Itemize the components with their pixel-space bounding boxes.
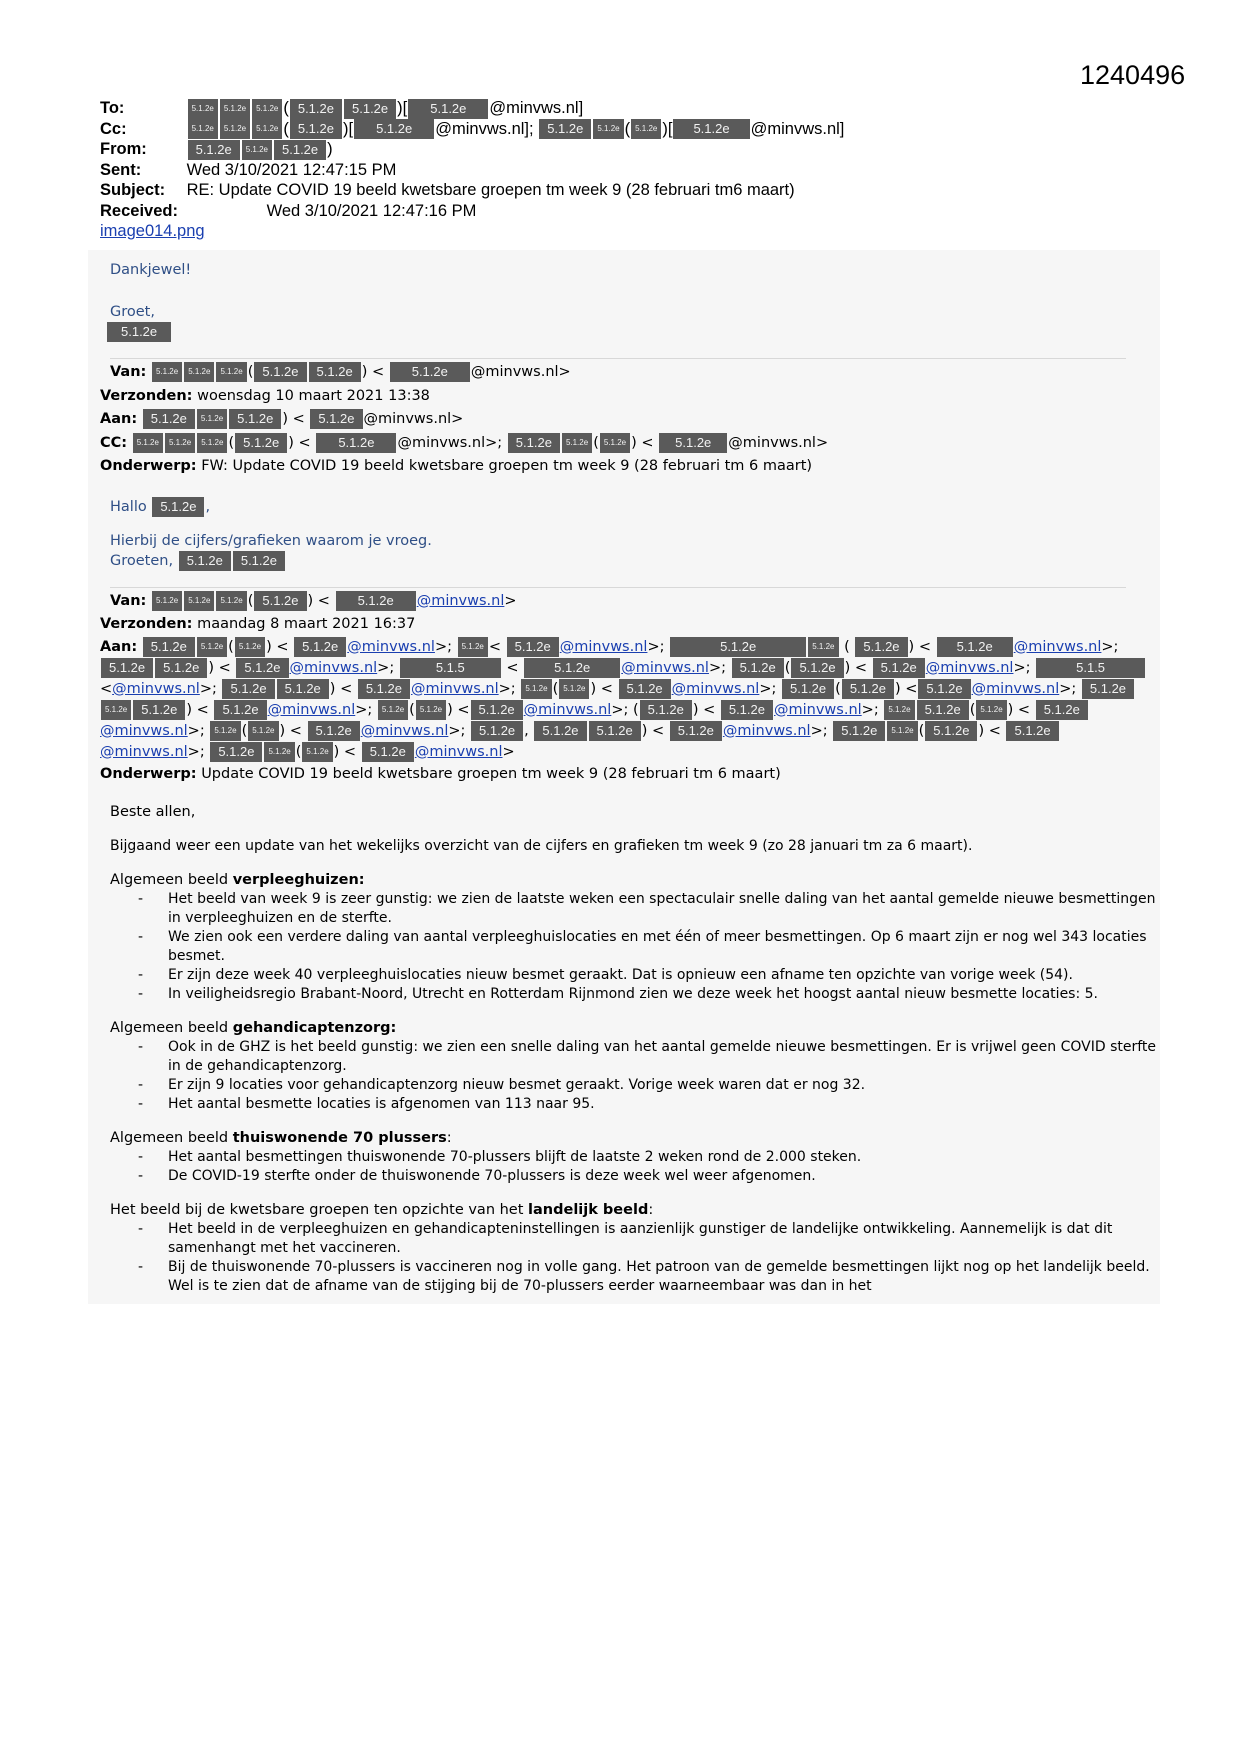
msg1-van-domain: @minvws.nl> (470, 364, 571, 380)
redaction: 5.1.2e (378, 700, 408, 720)
redaction: 5.1.2e (631, 119, 661, 139)
redaction: 5.1.2e (302, 742, 332, 762)
msg1-aan-label: Aan: (100, 411, 138, 427)
redaction: 5.1.2e (917, 700, 969, 720)
email-header (100, 98, 844, 242)
list-item: - De COVID-19 sterfte onder de thuiswonende 70-plussers is deze week wel weer afgenomen. (138, 1167, 1160, 1186)
redaction: 5.1.2e (416, 700, 446, 720)
document-number: 1240496 (1080, 60, 1186, 90)
redaction: 5.1.2e (600, 433, 630, 453)
redaction: 5.1.2e (842, 679, 894, 699)
msg1-cc-domain: @minvws.nl>; (397, 434, 503, 451)
msg1-onderwerp: FW: Update COVID 19 beeld kwetsbare groepen tm week 9 (28 februari tm 6 maart) (201, 458, 813, 474)
redaction: 5.1.2e (214, 700, 266, 720)
from-label: From: (100, 140, 147, 159)
section-title: verpleeghuizen: (232, 872, 365, 888)
section-nursing-homes (88, 870, 1160, 890)
recipient-email[interactable]: @minvws.nl (347, 638, 435, 655)
redaction: 5.1.2e (873, 658, 925, 678)
received-value: Wed 3/10/2021 12:47:16 PM (266, 201, 477, 220)
redaction: 5.1.2e (179, 551, 231, 571)
redaction: 5.1.2e (918, 679, 970, 699)
redaction: 5.1.2e (534, 721, 586, 741)
redaction: 5.1.2e (252, 119, 282, 139)
list-item: - Er zijn deze week 40 verpleeghuislocaties nieuw besmet geraakt. Dat is opnieuw een afname ten opzichte van vorige week (54). (138, 966, 1160, 985)
redaction: 5.1.2e (290, 119, 342, 139)
redaction: 5.1.2e (254, 591, 306, 611)
redaction: 5.1.2e (670, 637, 806, 657)
msg1-line: Hierbij de cijfers/grafieken waarom je vroeg. (110, 532, 432, 549)
redaction: 5.1.2e (133, 433, 163, 453)
section-suffix: : (648, 1202, 654, 1218)
redaction: 5.1.2e (408, 99, 488, 119)
attachment-row (100, 221, 844, 242)
redaction: 5.1.2e (316, 433, 396, 453)
redaction: 5.1.2e (976, 700, 1006, 720)
msg1-header: Van: 5.1.2e 5.1.2e 5.1.2e ( 5.1.2e 5.1.2e ) < 5.1.2e @minvws.nl> Verzonden: woensdag 10 maart 2021 13:38 Aan: 5.1.2e 5.1.2e 5.1.2e ) < 5.1.2e @minvws.nl> CC: 5.1.2e 5.1.2e 5.1.2e ( 5.1.2e ) < 5.1.2e @minvws.nl>; 5.1.2e 5.1.2e ( 5.1.2e ) < 5.1.2e @minvws.nl> Onderwerp: FW: Update COVID 19 beeld kwetsbare groepen tm week 9 (28 februari tm 6 maart) (100, 364, 829, 474)
redaction: 5.1.2e (143, 409, 195, 429)
redaction: 5.1.2e (659, 433, 727, 453)
list-item: - In veiligheidsregio Brabant-Noord, Utrecht en Rotterdam Rijnmond zien we deze week het hoogst aantal nieuw besmette locaties: 5. (138, 985, 1160, 1004)
redaction: 5.1.2e (808, 637, 838, 657)
msg1-aan-domain: @minvws.nl> (363, 411, 464, 427)
subject-label: Subject: (100, 181, 166, 200)
cc-domain: @minvws.nl]; (435, 119, 534, 138)
email-body (88, 250, 1160, 1304)
redaction: 5.1.2e (732, 658, 784, 678)
msg2-aan-label: Aan: (100, 638, 138, 655)
redaction: 5.1.2e (458, 637, 488, 657)
redaction: 5.1.2e (188, 99, 218, 119)
redaction: 5.1.2e (539, 119, 591, 139)
redaction: 5.1.2e (559, 679, 589, 699)
separator (110, 587, 1126, 588)
redaction: 5.1.2e (143, 637, 195, 657)
redaction: 5.1.2e (277, 679, 329, 699)
msg1-van-label: Van: (110, 364, 147, 380)
recipient-email[interactable]: @minvws.nl (523, 701, 612, 718)
section-home-70plus (88, 1128, 1160, 1148)
msg1-verzonden-label: Verzonden: (100, 387, 193, 404)
redaction: 5.1.2e (925, 721, 977, 741)
msg2-header: Van: 5.1.2e 5.1.2e 5.1.2e ( 5.1.2e ) < 5.1.2e @minvws.nl> Verzonden: maandag 8 maart 2021 16:37 Aan: 5.1.2e 5.1.2e ( 5.1.2e ) < 5.1.2e @minvws.nl>; 5.1.2e < 5.1.2e @minvws.nl>; 5.1.2e 5.1.2e ( 5.1.2e ) < 5.1.2e @minvws.nl>; 5.1.2e 5.1.2e ) < 5.1.2e @minvws.nl>; 5.1.5 < 5.1.2e @minvws.nl>; 5.1.2e ( 5.1.2e ) < 5.1.2e @minvws.nl>; 5.1.5 <@minvws.nl>; 5.1.2e 5.1.2e ) < 5.1.2e @minvws.nl>; 5.1.2e ( 5.1.2e ) < 5.1.2e @minvws.nl>; 5.1.2e ( 5.1.2e ) < 5.1.2e @minvws.nl>; 5.1.2e5.1.2e 5.1.2e ) < 5.1.2e @minvws.nl>; 5.1.2e ( 5.1.2e ) < 5.1.2e @minvws.nl>; ( 5.1.2e ) < 5.1.2e @minvws.nl>; 5.1.2e 5.1.2e ( 5.1.2e ) < 5.1.2e@minvws.nl>; 5.1.2e ( 5.1.2e ) < 5.1.2e @minvws.nl>; 5.1.2e , 5.1.2e 5.1.2e ) < 5.1.2e @minvws.nl>; 5.1.2e 5.1.2e ( 5.1.2e ) < 5.1.2e@minvws.nl>; 5.1.2e 5.1.2e ( 5.1.2e ) < 5.1.2e @minvws.nl> Onderwerp: Update COVID 19 beeld kwetsbare groepen tm week 9 (28 februari tm 6 maart) (88, 590, 1160, 787)
signature (88, 322, 1160, 342)
received-row (100, 201, 844, 222)
redaction: 5.1.2e (107, 322, 171, 342)
home-70plus-list (88, 1148, 1160, 1186)
redaction: 5.1.2e (101, 700, 131, 720)
msg1-hello: Hallo 5.1.2e , (110, 498, 211, 515)
sent-row (100, 160, 844, 181)
redaction: 5.1.2e (155, 658, 207, 678)
recipient-email[interactable]: @minvws.nl (100, 722, 188, 739)
redaction: 5.1.2e (184, 591, 214, 611)
redaction: 5.1.2e (884, 700, 914, 720)
list-item: - Er zijn 9 locaties voor gehandicaptenzorg nieuw besmet geraakt. Vorige week waren dat er nog 32. (138, 1076, 1160, 1095)
redaction: 5.1.2e (229, 409, 281, 429)
redaction: 5.1.2e (508, 433, 560, 453)
redaction: 5.1.2e (670, 721, 722, 741)
redaction: 5.1.2e (197, 637, 227, 657)
recipient-email[interactable]: @minvws.nl (100, 743, 188, 760)
list-item: - Bij de thuiswonende 70-plussers is vaccineren nog in volle gang. Het patroon van de gemelde besmettingen lijkt nog op het landelijk beeld. Wel is te zien dat de afname van de stijging bij de 70-plussers eerder waarneembaar was dan in het (138, 1258, 1160, 1296)
recipient-email[interactable]: @minvws.nl (410, 680, 499, 697)
redaction: 5.1.2e (152, 497, 204, 517)
reply-greeting: Groet, (110, 304, 155, 320)
redaction: 5.1.5 (400, 658, 501, 678)
redaction: 5.1.2e (640, 700, 692, 720)
redaction: 5.1.2e (833, 721, 885, 741)
section-prefix: Algemeen beeld (110, 1130, 233, 1146)
redaction: 5.1.2e (152, 591, 182, 611)
redaction: 5.1.2e (308, 721, 360, 741)
redaction: 5.1.2e (358, 679, 410, 699)
redaction: 5.1.2e (210, 742, 262, 762)
redaction: 5.1.2e (521, 679, 551, 699)
list-item: - Ook in de GHZ is het beeld gunstig: we zien een snelle daling van het aantal gemelde nieuwe besmettingen. Er is vrijwel geen COVID sterfte in de gehandicaptenzorg. (138, 1038, 1160, 1076)
recipient-email[interactable]: @minvws.nl (621, 659, 709, 676)
section-prefix: Het beeld bij de kwetsbare groepen ten opzichte van het (110, 1202, 529, 1218)
redaction: 5.1.2e (197, 409, 227, 429)
section-prefix: Algemeen beeld (110, 1020, 233, 1036)
redaction: 5.1.2e (152, 362, 182, 382)
to-label: To: (100, 99, 125, 117)
redaction: 5.1.2e (354, 119, 434, 139)
national-list (88, 1220, 1160, 1304)
recipient-email[interactable]: @minvws.nl (289, 659, 378, 676)
redaction: 5.1.2e (791, 658, 843, 678)
redaction: 5.1.2e (222, 679, 274, 699)
redaction: 5.1.2e (721, 700, 773, 720)
recipient-email[interactable]: @minvws.nl (559, 638, 648, 655)
redaction: 5.1.2e (220, 99, 250, 119)
redaction: 5.1.2e (471, 700, 523, 720)
redaction: 5.1.2e (290, 99, 342, 119)
redaction: 5.1.2e (524, 658, 620, 678)
redaction: 5.1.2e (233, 551, 285, 571)
from-row: From: 5.1.2e 5.1.2e 5.1.2e ) (100, 140, 333, 159)
recipient-email[interactable]: @minvws.nl (267, 701, 356, 718)
sent-value: Wed 3/10/2021 12:47:15 PM (186, 160, 397, 179)
redaction: 5.1.2e (101, 658, 153, 678)
subject-row (100, 180, 844, 201)
redaction: 5.1.2e (235, 433, 287, 453)
list-item: - Het beeld van week 9 is zeer gunstig: we zien de laatste weken een spectaculair snelle daling van het aantal gemelde nieuwe besmettingen in verpleeghuizen en de sterfte. (138, 890, 1160, 928)
msg2-onderwerp-label: Onderwerp: (100, 765, 197, 782)
reply-thanks: Dankjewel! (110, 262, 192, 278)
recipient-email[interactable]: @minvws.nl (360, 722, 449, 739)
redaction: 5.1.2e (235, 637, 265, 657)
msg2-onderwerp: Update COVID 19 beeld kwetsbare groepen tm week 9 (28 februari tm 6 maart) (201, 765, 781, 782)
redaction: 5.1.2e (254, 362, 306, 382)
msg1-cc-label: CC: (100, 434, 128, 451)
to-row: To: 5.1.2e 5.1.2e 5.1.2e ( 5.1.2e 5.1.2e )[ 5.1.2e @minvws.nl] (100, 99, 584, 117)
msg1-verzonden: woensdag 10 maart 2021 13:38 (197, 387, 430, 404)
redaction: 5.1.2e (619, 679, 671, 699)
redaction: 5.1.2e (782, 679, 834, 699)
redaction: 5.1.2e (471, 721, 523, 741)
section-suffix: : (446, 1130, 452, 1146)
section-disability-care (88, 1018, 1160, 1038)
redaction: 5.1.2e (336, 591, 416, 611)
subject-value: RE: Update COVID 19 beeld kwetsbare groepen tm week 9 (28 februari tm6 maart) (186, 181, 795, 200)
redaction: 5.1.2e (216, 362, 246, 382)
redaction: 5.1.2e (593, 119, 623, 139)
msg2-verzonden: maandag 8 maart 2021 16:37 (197, 616, 416, 632)
redaction: 5.1.2e (133, 700, 185, 720)
separator (110, 358, 1126, 359)
redaction: 5.1.2e (210, 721, 240, 741)
section-title: thuiswonende 70 plussers (232, 1130, 447, 1146)
redaction: 5.1.2e (236, 658, 288, 678)
list-item: - We zien ook een verdere daling van aantal verpleeghuislocaties en met één of meer besmettingen. Op 6 maart zijn er nog wel 343 locaties besmet. (138, 928, 1160, 966)
redaction: 5.1.2e (507, 637, 559, 657)
redaction: 5.1.2e (390, 362, 470, 382)
redaction: 5.1.2e (294, 637, 346, 657)
recipient-email[interactable]: @minvws.nl (671, 680, 760, 697)
intro: Bijgaand weer een update van het wekelijks overzicht van de cijfers en grafieken tm week 9 (zo 28 januari tm za 6 maart). (110, 838, 973, 854)
redaction: 5.1.2e (188, 119, 218, 139)
redaction: 5.1.2e (197, 433, 227, 453)
list-item: - Het aantal besmettingen thuiswonende 70-plussers blijft de laatste 2 weken rond de 2.000 steken. (138, 1148, 1160, 1167)
redaction: 5.1.2e (242, 140, 272, 160)
recipient-email[interactable]: @minvws.nl (722, 722, 811, 739)
redaction: 5.1.2e (887, 721, 917, 741)
nursing-homes-list (88, 890, 1160, 1004)
redaction: 5.1.2e (252, 99, 282, 119)
cc-label: Cc: (100, 119, 127, 138)
list-item: - Het beeld in de verpleeghuizen en gehandicapteninstellingen is aanzienlijk gunstiger de landelijke ontwikkeling. Aannemelijk is dat dit samenhangt met het vaccineren. (138, 1220, 1160, 1258)
msg2-van-label: Van: (110, 592, 147, 609)
recipient-email[interactable]: @minvws.nl (971, 680, 1060, 697)
recipient-email[interactable]: @minvws.nl (112, 680, 200, 697)
msg1-onderwerp-label: Onderwerp: (100, 458, 197, 474)
redaction: 5.1.2e (220, 119, 250, 139)
redaction: 5.1.2e (1006, 721, 1058, 741)
msg1-cc-domain-2: @minvws.nl> (728, 434, 829, 451)
section-prefix: Algemeen beeld (110, 872, 233, 888)
msg2-verzonden-label: Verzonden: (100, 616, 193, 632)
msg2-van-email[interactable]: @minvws.nl (416, 592, 505, 609)
redaction: 5.1.5 (1036, 658, 1145, 678)
redaction: 5.1.2e (165, 433, 195, 453)
disability-care-list (88, 1038, 1160, 1114)
redaction: 5.1.2e (673, 119, 749, 139)
recipient-email[interactable]: @minvws.nl (925, 659, 1014, 676)
recipient-email[interactable]: @minvws.nl (414, 743, 503, 760)
cc-domain-2: @minvws.nl] (750, 119, 845, 138)
redaction: 5.1.2e (855, 637, 907, 657)
redaction: 5.1.2e (937, 637, 1013, 657)
redaction: 5.1.2e (274, 140, 326, 160)
redaction: 5.1.2e (216, 591, 246, 611)
redaction: 5.1.2e (362, 742, 414, 762)
msg1-bye-text: Groeten, (110, 552, 174, 569)
msg2-aan-block: Aan: 5.1.2e 5.1.2e ( 5.1.2e ) < 5.1.2e @minvws.nl>; 5.1.2e < 5.1.2e @minvws.nl>; 5.1.2e 5.1.2e ( 5.1.2e ) < 5.1.2e @minvws.nl>; 5.1.2e 5.1.2e ) < 5.1.2e @minvws.nl>; 5.1.5 < 5.1.2e @minvws.nl>; 5.1.2e ( 5.1.2e ) < 5.1.2e @minvws.nl>; 5.1.5 <@minvws.nl>; 5.1.2e 5.1.2e ) < 5.1.2e @minvws.nl>; 5.1.2e ( 5.1.2e ) < 5.1.2e @minvws.nl>; 5.1.2e ( 5.1.2e ) < 5.1.2e @minvws.nl>; 5.1.2e5.1.2e 5.1.2e ) < 5.1.2e @minvws.nl>; 5.1.2e ( 5.1.2e ) < 5.1.2e @minvws.nl>; ( 5.1.2e ) < 5.1.2e @minvws.nl>; 5.1.2e 5.1.2e ( 5.1.2e ) < 5.1.2e@minvws.nl>; 5.1.2e ( 5.1.2e ) < 5.1.2e @minvws.nl>; 5.1.2e , 5.1.2e 5.1.2e ) < 5.1.2e @minvws.nl>; 5.1.2e 5.1.2e ( 5.1.2e ) < 5.1.2e@minvws.nl>; 5.1.2e 5.1.2e ( 5.1.2e ) < 5.1.2e @minvws.nl> (100, 637, 1160, 763)
redaction: 5.1.2e (1082, 679, 1134, 699)
redaction: 5.1.2e (310, 409, 362, 429)
to-domain: @minvws.nl] (489, 99, 584, 117)
cc-row: Cc: 5.1.2e 5.1.2e 5.1.2e ( 5.1.2e )[ 5.1.2e @minvws.nl]; 5.1.2e 5.1.2e ( 5.1.2e )[ 5.1.2e @minvws.nl] (100, 119, 845, 138)
redaction: 5.1.2e (1036, 700, 1088, 720)
redaction: 5.1.2e (188, 140, 240, 160)
recipient-email[interactable]: @minvws.nl (1013, 638, 1102, 655)
salutation: Beste allen, (110, 804, 196, 820)
redaction: 5.1.2e (248, 721, 278, 741)
redaction: 5.1.2e (184, 362, 214, 382)
msg1-hello-text: Hallo (110, 498, 147, 515)
redaction: 5.1.2e (344, 99, 396, 119)
redaction: 5.1.2e (562, 433, 592, 453)
list-item: - Het aantal besmette locaties is afgenomen van 113 naar 95. (138, 1095, 1160, 1114)
sent-label: Sent: (100, 160, 142, 179)
msg1-bye (88, 551, 1160, 571)
received-label: Received: (100, 201, 178, 220)
section-title: landelijk beeld (528, 1202, 649, 1218)
redaction: 5.1.2e (589, 721, 641, 741)
redaction: 5.1.2e (264, 742, 294, 762)
recipient-email[interactable]: @minvws.nl (774, 701, 862, 718)
redaction: 5.1.2e (309, 362, 361, 382)
section-title: gehandicaptenzorg: (232, 1020, 397, 1036)
attachment-link[interactable]: image014.png (100, 222, 205, 241)
section-national (88, 1200, 1160, 1220)
